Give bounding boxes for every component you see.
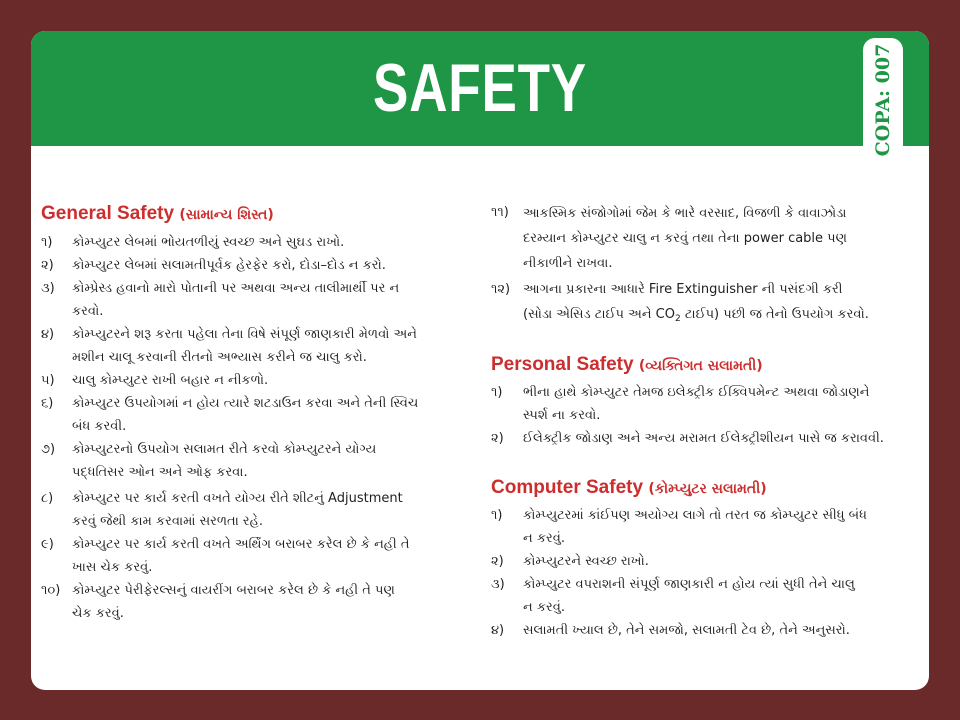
page-title: SAFETY [373, 50, 587, 126]
copa-code: COPA: 007 [872, 43, 894, 157]
copa-badge [863, 38, 903, 162]
co2-line: (સોડા એસિડ ટાઈપ અને $CO_2$ ટાઈપ) પછી જ તેનો ઉપયોગ કરવો. [523, 307, 869, 324]
personal-safety-heading: Personal Safety (વ્યક્તિગત સલામતી) [491, 354, 763, 375]
general-safety-heading: General Safety (સામાન્ય શિસ્ત) [41, 203, 274, 224]
computer-safety-heading: Computer Safety (કોમ્પ્યુટર સલામતી) [491, 477, 767, 498]
safety-card: SAFETY COPA: 007 General Safety (સામાન્ય શિસ્ત) ૧) કોમ્પ્યુટર લેબમાં ભોયતળીયું સ્વચ્છ અને સુઘડ રાખો. ૨) કોમ્પ્યુટર લેબમાં સલામતીપૂર્વક હેરફેર કરો, દોડા–દોડ ન કરો. ૩) કોમ્પ્રેસ્ડ હવાનો મારો પોતાની પર અથવા અન્ય તાલીમાર્થી પર ન કરવો. ૪) કોમ્પ્યુટરને શરૂ કરતા પહેલા તેના વિષે સંપૂર્ણ જાણકારી મેળવો અને મશીન ચાલૂ કરવાની રીતનો અભ્યાસ કરીને જ ચાલુ કરો. ૫) ચાલુ કોમ્પ્યુટર રાખી બહાર ન નીકળો. ૬) કોમ્પ્યુટર ઉપયોગમાં ન હોય ત્યારે શટડાઉન કરવા અને તેની સ્વિચ બંધ કરવી. ૭) કોમ્પ્યુટરનો ઉપયોગ સલામત રીતે કરવો કોમ્પ્યુટરને યોગ્ય પદ્ધતિસર ઓન અને ઓફ કરવા. ૮) કોમ્પ્યુટર પર કાર્ય કરતી વખતે યોગ્ય રીતે શીટનું Adjustment કરવું જેથી કામ કરવામાં સરળતા રહે. ૯) કોમ્પ્યુટર પર કાર્ય કરતી વખતે અર્થિંગ બરાબર કરેલ છે કે નહી તે ખાસ ચેક કરવું. ૧૦) કોમ્પ્યુટર પેરીફેરલ્સનું વાયરીંગ બરાબર કરેલ છે કે નહી તે પણ ચેક કરવું. ૧૧) આકસ્મિક સંજોગોમાં જેમ કે ભારે વરસાદ, વિજળી કે વાવાઝોડા દરમ્યાન કોમ્પ્યુટર ચાલુ ન કરવું તથા તેના power cable પણ નીકાળીને રાખવા. ૧૨) આગના પ્રકારના આધારે Fire Extinguisher ની પસંદગી કરી (સોડા એસિડ ટાઈપ અને $CO_2$ ટાઈપ) પછી જ તેનો ઉપયોગ કરવો. Personal Safety (વ્યક્તિગત સલામતી) ૧) ભીના હાથે કોમ્પ્યુટર તેમજ ઇલેક્ટ્રીક ઈક્વિપમેન્ટ અથવા જોડાણને સ્પર્શ ના કરવો. ૨) ઈલેક્ટ્રીક જોડાણ અને અન્ય મરામત ઈલેક્ટ્રીશીયન પાસે જ કરાવવી. Computer Safety (કોમ્પ્યુટર સલામતી) ૧) કોમ્પ્યુટરમાં કાંઈપણ અયોગ્ય લાગે તો તરત જ કોમ્પ્યુટર સીધુ બંધ ન કરવું. ૨) કોમ્પ્યુટરને સ્વચ્છ રાખો. ૩) કોમ્પ્યુટર વપરાશની સંપૂર્ણ જાણકારી ન હોય ત્યાં સુધી તેને ચાલુ ન કરવું. ૪) સલામતી ખ્યાલ છે, તેને સમજો, સલામતી ટેવ છે, તેને અનુસરો. [31, 31, 929, 690]
header-band [31, 31, 929, 157]
